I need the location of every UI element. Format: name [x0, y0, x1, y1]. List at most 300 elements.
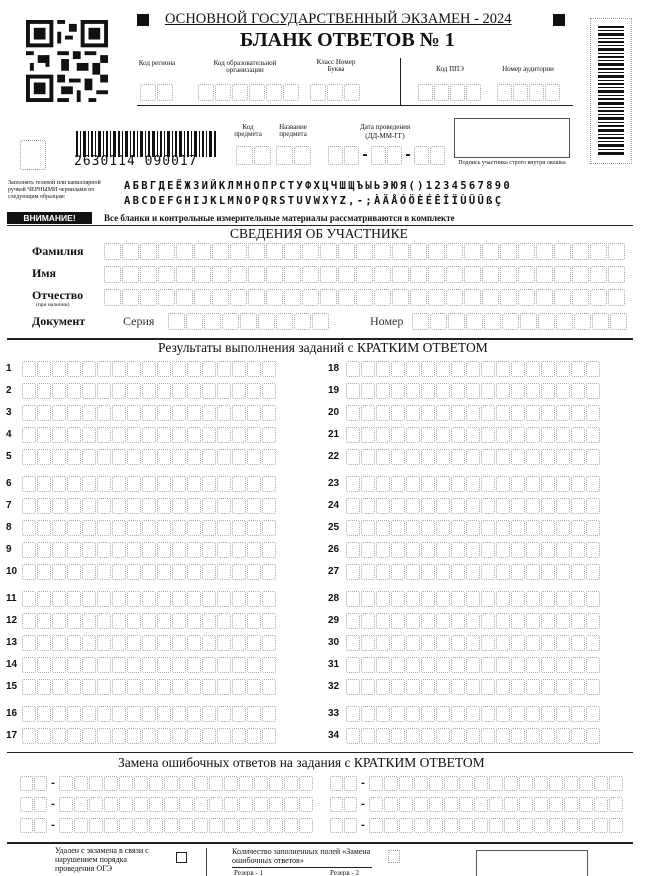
replacement-answer-cell[interactable]: [384, 818, 398, 833]
replacement-answer-cell[interactable]: [444, 818, 458, 833]
replacement-answer-cell[interactable]: [429, 797, 443, 812]
answer-cell[interactable]: [202, 706, 216, 722]
answer-cell[interactable]: [97, 728, 111, 744]
answer-cell[interactable]: [451, 476, 465, 492]
answer-cell[interactable]: [187, 405, 201, 421]
answer-cell[interactable]: [262, 427, 276, 443]
answer-cell[interactable]: [247, 706, 261, 722]
answer-cell[interactable]: [586, 564, 600, 580]
doc-number-cell[interactable]: [556, 313, 573, 330]
answer-cell[interactable]: [406, 476, 420, 492]
exam-date-cells[interactable]: [328, 146, 446, 165]
answer-cell[interactable]: [127, 405, 141, 421]
answer-cell[interactable]: [346, 427, 360, 443]
answer-cell[interactable]: [142, 520, 156, 536]
answer-cells[interactable]: [346, 591, 601, 607]
answer-cells[interactable]: [22, 679, 277, 695]
patronymic-cell[interactable]: [464, 289, 481, 306]
answer-cell[interactable]: [217, 520, 231, 536]
answer-cell[interactable]: [571, 706, 585, 722]
answer-cell[interactable]: [247, 498, 261, 514]
answer-cell[interactable]: [157, 383, 171, 399]
replacement-answer-cell[interactable]: [399, 797, 413, 812]
series-cells[interactable]: [168, 313, 330, 330]
answer-cell[interactable]: [451, 657, 465, 673]
answer-cell[interactable]: [571, 361, 585, 377]
answer-cell[interactable]: [571, 427, 585, 443]
answer-cell[interactable]: [541, 476, 555, 492]
surname-cell[interactable]: [464, 243, 481, 260]
answer-cell[interactable]: [202, 520, 216, 536]
answer-cell[interactable]: [157, 405, 171, 421]
answer-cell[interactable]: [436, 405, 450, 421]
answer-cell[interactable]: [556, 728, 570, 744]
replacement-answer-cell[interactable]: [134, 797, 148, 812]
answer-cell[interactable]: [391, 657, 405, 673]
answer-cell[interactable]: [157, 635, 171, 651]
answer-cell[interactable]: [361, 591, 375, 607]
answer-cell[interactable]: [202, 427, 216, 443]
answer-cell[interactable]: [187, 591, 201, 607]
answer-cell[interactable]: [466, 498, 480, 514]
answer-cell[interactable]: [556, 564, 570, 580]
answer-cell[interactable]: [346, 361, 360, 377]
replacement-answer-cell[interactable]: [119, 818, 133, 833]
answer-cell[interactable]: [346, 542, 360, 558]
answer-cell[interactable]: [202, 635, 216, 651]
replacement-answer-cell[interactable]: [549, 776, 563, 791]
answer-cell[interactable]: [97, 449, 111, 465]
replacement-answer-cell[interactable]: [74, 818, 88, 833]
answer-cell[interactable]: [406, 564, 420, 580]
answer-cells[interactable]: [346, 542, 601, 558]
answer-cells[interactable]: [22, 542, 277, 558]
answer-cell[interactable]: [526, 613, 540, 629]
replacement-answer-cell[interactable]: [239, 797, 253, 812]
answer-cell[interactable]: [172, 613, 186, 629]
answer-cell[interactable]: [511, 498, 525, 514]
answer-cell[interactable]: [346, 706, 360, 722]
answer-cell[interactable]: [187, 383, 201, 399]
answer-cell[interactable]: [262, 706, 276, 722]
answer-cell[interactable]: [481, 520, 495, 536]
answer-cell[interactable]: [496, 520, 510, 536]
answer-cell[interactable]: [82, 613, 96, 629]
surname-cell[interactable]: [482, 243, 499, 260]
answer-cell[interactable]: [127, 427, 141, 443]
answer-cell[interactable]: [52, 657, 66, 673]
answer-cell[interactable]: [187, 679, 201, 695]
series-cell[interactable]: [168, 313, 185, 330]
answer-cell[interactable]: [556, 476, 570, 492]
name-cell[interactable]: [482, 266, 499, 283]
answer-cell[interactable]: [451, 679, 465, 695]
answer-cell[interactable]: [127, 476, 141, 492]
replacement-answer-cell[interactable]: [254, 818, 268, 833]
answer-cell[interactable]: [52, 405, 66, 421]
name-cell[interactable]: [248, 266, 265, 283]
answer-cell[interactable]: [37, 542, 51, 558]
replacement-answer-cell[interactable]: [284, 797, 298, 812]
answer-cell[interactable]: [67, 383, 81, 399]
answer-cell[interactable]: [436, 383, 450, 399]
answer-cell[interactable]: [376, 657, 390, 673]
answer-cell[interactable]: [262, 520, 276, 536]
answer-cell[interactable]: [526, 728, 540, 744]
answer-cell[interactable]: [406, 728, 420, 744]
replacement-answer-cell[interactable]: [549, 818, 563, 833]
replacement-answer-cell[interactable]: [369, 797, 383, 812]
answer-cell[interactable]: [22, 613, 36, 629]
answer-cell[interactable]: [391, 383, 405, 399]
answer-cell[interactable]: [202, 613, 216, 629]
answer-cell[interactable]: [247, 449, 261, 465]
answer-cell[interactable]: [511, 706, 525, 722]
answer-cell[interactable]: [391, 476, 405, 492]
surname-cells[interactable]: [104, 243, 626, 260]
answer-cell[interactable]: [421, 449, 435, 465]
answer-cell[interactable]: [586, 520, 600, 536]
answer-cell[interactable]: [556, 679, 570, 695]
surname-cell[interactable]: [608, 243, 625, 260]
answer-cell[interactable]: [541, 564, 555, 580]
answer-cell[interactable]: [247, 520, 261, 536]
answer-cell[interactable]: [202, 679, 216, 695]
answer-cell[interactable]: [406, 520, 420, 536]
answer-cell[interactable]: [52, 564, 66, 580]
answer-cell[interactable]: [22, 706, 36, 722]
replacement-answer-cell[interactable]: [444, 797, 458, 812]
answer-cell[interactable]: [157, 520, 171, 536]
answer-cell[interactable]: [376, 520, 390, 536]
answer-cell[interactable]: [346, 498, 360, 514]
answer-cell[interactable]: [262, 613, 276, 629]
answer-cell[interactable]: [361, 728, 375, 744]
answer-cell[interactable]: [511, 542, 525, 558]
answer-cell[interactable]: [466, 449, 480, 465]
answer-cell[interactable]: [22, 361, 36, 377]
answer-cell[interactable]: [571, 679, 585, 695]
replacement-answer-cell[interactable]: [489, 797, 503, 812]
answer-cell[interactable]: [142, 383, 156, 399]
answer-cell[interactable]: [112, 635, 126, 651]
answer-cell[interactable]: [526, 383, 540, 399]
answer-cell[interactable]: [232, 361, 246, 377]
patronymic-cell[interactable]: [284, 289, 301, 306]
surname-cell[interactable]: [266, 243, 283, 260]
answer-cell[interactable]: [187, 706, 201, 722]
answer-cell[interactable]: [496, 498, 510, 514]
replacement-answer-cell[interactable]: [269, 797, 283, 812]
patronymic-cell[interactable]: [158, 289, 175, 306]
patronymic-cell[interactable]: [212, 289, 229, 306]
replacement-answer-cell[interactable]: [504, 818, 518, 833]
replacement-answer-cell[interactable]: [89, 776, 103, 791]
answer-cell[interactable]: [481, 427, 495, 443]
name-cell[interactable]: [284, 266, 301, 283]
answer-cell[interactable]: [142, 427, 156, 443]
replacement-cells[interactable]: [330, 818, 624, 833]
answer-cell[interactable]: [361, 476, 375, 492]
answer-cell[interactable]: [52, 613, 66, 629]
class-cells[interactable]: [310, 84, 361, 101]
answer-cell[interactable]: [262, 361, 276, 377]
answer-cell[interactable]: [67, 728, 81, 744]
answer-cell[interactable]: [172, 383, 186, 399]
answer-cell[interactable]: [262, 564, 276, 580]
answer-cell[interactable]: [97, 361, 111, 377]
answer-cell[interactable]: [376, 706, 390, 722]
replacement-answer-cell[interactable]: [579, 797, 593, 812]
replacement-answer-cell[interactable]: [579, 776, 593, 791]
answer-cell[interactable]: [511, 613, 525, 629]
answer-cell[interactable]: [421, 520, 435, 536]
answer-cell[interactable]: [586, 405, 600, 421]
answer-cells[interactable]: [346, 706, 601, 722]
answer-cell[interactable]: [97, 657, 111, 673]
name-cell[interactable]: [428, 266, 445, 283]
code-ppe-cells[interactable]: [418, 84, 482, 101]
answer-cell[interactable]: [142, 706, 156, 722]
answer-cell[interactable]: [97, 564, 111, 580]
answer-cell[interactable]: [52, 498, 66, 514]
answer-cells[interactable]: [346, 383, 601, 399]
answer-cell[interactable]: [376, 361, 390, 377]
answer-cell[interactable]: [142, 476, 156, 492]
answer-cell[interactable]: [247, 564, 261, 580]
answer-cell[interactable]: [37, 498, 51, 514]
answer-cell[interactable]: [496, 564, 510, 580]
answer-cell[interactable]: [436, 591, 450, 607]
answer-cell[interactable]: [571, 449, 585, 465]
surname-cell[interactable]: [518, 243, 535, 260]
answer-cell[interactable]: [202, 728, 216, 744]
answer-cell[interactable]: [37, 591, 51, 607]
signature-box[interactable]: [454, 118, 570, 158]
series-cell[interactable]: [204, 313, 221, 330]
patronymic-cell[interactable]: [248, 289, 265, 306]
answer-cell[interactable]: [556, 520, 570, 536]
patronymic-cell[interactable]: [518, 289, 535, 306]
replacement-answer-cell[interactable]: [384, 797, 398, 812]
answer-cell[interactable]: [247, 728, 261, 744]
replacement-answer-cell[interactable]: [609, 818, 623, 833]
answer-cell[interactable]: [97, 427, 111, 443]
answer-cell[interactable]: [571, 383, 585, 399]
patronymic-cell[interactable]: [356, 289, 373, 306]
answer-cell[interactable]: [157, 564, 171, 580]
answer-cell[interactable]: [22, 542, 36, 558]
patronymic-cell[interactable]: [194, 289, 211, 306]
patronymic-cell[interactable]: [500, 289, 517, 306]
answer-cell[interactable]: [172, 542, 186, 558]
answer-cell[interactable]: [127, 564, 141, 580]
answer-cell[interactable]: [97, 520, 111, 536]
answer-cell[interactable]: [22, 383, 36, 399]
replacement-answer-cell[interactable]: [134, 818, 148, 833]
answer-cell[interactable]: [262, 728, 276, 744]
replacement-answer-cell[interactable]: [474, 776, 488, 791]
subject-code-cells[interactable]: [236, 146, 272, 165]
patronymic-cell[interactable]: [428, 289, 445, 306]
answer-cell[interactable]: [262, 383, 276, 399]
answer-cell[interactable]: [421, 635, 435, 651]
replacement-task-cell[interactable]: [330, 776, 343, 791]
answer-cell[interactable]: [112, 405, 126, 421]
answer-cell[interactable]: [142, 564, 156, 580]
replacement-answer-cell[interactable]: [534, 776, 548, 791]
answer-cell[interactable]: [496, 449, 510, 465]
replacement-answer-cell[interactable]: [269, 776, 283, 791]
answer-cell[interactable]: [142, 361, 156, 377]
answer-cell[interactable]: [391, 498, 405, 514]
answer-cell[interactable]: [406, 383, 420, 399]
answer-cell[interactable]: [421, 476, 435, 492]
answer-cell[interactable]: [406, 449, 420, 465]
code-region-cells[interactable]: [140, 84, 174, 101]
answer-cells[interactable]: [346, 613, 601, 629]
answer-cell[interactable]: [247, 361, 261, 377]
answer-cell[interactable]: [202, 564, 216, 580]
stamp-box[interactable]: [476, 850, 588, 876]
answer-cells[interactable]: [346, 564, 601, 580]
answer-cell[interactable]: [22, 564, 36, 580]
answer-cell[interactable]: [541, 613, 555, 629]
answer-cell[interactable]: [172, 706, 186, 722]
answer-cell[interactable]: [556, 591, 570, 607]
answer-cell[interactable]: [112, 427, 126, 443]
answer-cell[interactable]: [421, 679, 435, 695]
answer-cell[interactable]: [127, 449, 141, 465]
answer-cells[interactable]: [346, 449, 601, 465]
answer-cell[interactable]: [52, 706, 66, 722]
answer-cell[interactable]: [217, 498, 231, 514]
answer-cell[interactable]: [22, 427, 36, 443]
answer-cell[interactable]: [142, 405, 156, 421]
answer-cell[interactable]: [511, 564, 525, 580]
answer-cell[interactable]: [97, 405, 111, 421]
answer-cell[interactable]: [142, 591, 156, 607]
answer-cell[interactable]: [406, 706, 420, 722]
answer-cell[interactable]: [232, 591, 246, 607]
patronymic-cell[interactable]: [320, 289, 337, 306]
replacement-task-cell[interactable]: [344, 818, 357, 833]
answer-cell[interactable]: [82, 498, 96, 514]
answer-cell[interactable]: [157, 449, 171, 465]
answer-cell[interactable]: [127, 635, 141, 651]
surname-cell[interactable]: [374, 243, 391, 260]
answer-cell[interactable]: [112, 498, 126, 514]
answer-cell[interactable]: [571, 613, 585, 629]
answer-cell[interactable]: [541, 383, 555, 399]
answer-cell[interactable]: [97, 498, 111, 514]
patronymic-cell[interactable]: [536, 289, 553, 306]
answer-cell[interactable]: [217, 728, 231, 744]
answer-cells[interactable]: [346, 476, 601, 492]
answer-cell[interactable]: [82, 657, 96, 673]
answer-cell[interactable]: [406, 405, 420, 421]
answer-cell[interactable]: [67, 361, 81, 377]
replacement-answer-cell[interactable]: [519, 776, 533, 791]
answer-cell[interactable]: [202, 476, 216, 492]
answer-cells[interactable]: [22, 498, 277, 514]
replacement-task-cell[interactable]: [330, 818, 343, 833]
answer-cell[interactable]: [556, 449, 570, 465]
answer-cell[interactable]: [127, 383, 141, 399]
replacement-answer-cell[interactable]: [224, 797, 238, 812]
replacement-task-cell[interactable]: [20, 818, 33, 833]
answer-cell[interactable]: [556, 383, 570, 399]
answer-cell[interactable]: [421, 728, 435, 744]
answer-cell[interactable]: [466, 635, 480, 651]
replacement-answer-cell[interactable]: [89, 818, 103, 833]
answer-cell[interactable]: [22, 728, 36, 744]
answer-cell[interactable]: [481, 591, 495, 607]
patronymic-cell[interactable]: [374, 289, 391, 306]
answer-cell[interactable]: [391, 591, 405, 607]
answer-cell[interactable]: [466, 361, 480, 377]
answer-cell[interactable]: [541, 542, 555, 558]
name-cell[interactable]: [410, 266, 427, 283]
answer-cell[interactable]: [421, 542, 435, 558]
answer-cell[interactable]: [571, 591, 585, 607]
replacement-answer-cell[interactable]: [74, 797, 88, 812]
patronymic-cell[interactable]: [554, 289, 571, 306]
answer-cell[interactable]: [511, 383, 525, 399]
replacement-answer-cell[interactable]: [534, 818, 548, 833]
answer-cell[interactable]: [406, 657, 420, 673]
surname-cell[interactable]: [230, 243, 247, 260]
answer-cell[interactable]: [466, 679, 480, 695]
replacement-answer-cell[interactable]: [194, 776, 208, 791]
answer-cell[interactable]: [202, 449, 216, 465]
answer-cells[interactable]: [346, 635, 601, 651]
answer-cell[interactable]: [436, 728, 450, 744]
replacement-answer-cell[interactable]: [444, 776, 458, 791]
answer-cell[interactable]: [526, 361, 540, 377]
answer-cell[interactable]: [247, 542, 261, 558]
answer-cell[interactable]: [511, 728, 525, 744]
answer-cell[interactable]: [247, 591, 261, 607]
surname-cell[interactable]: [284, 243, 301, 260]
answer-cell[interactable]: [391, 613, 405, 629]
answer-cell[interactable]: [187, 657, 201, 673]
answer-cell[interactable]: [52, 542, 66, 558]
answer-cell[interactable]: [172, 657, 186, 673]
answer-cell[interactable]: [571, 542, 585, 558]
answer-cell[interactable]: [52, 635, 66, 651]
answer-cell[interactable]: [571, 405, 585, 421]
replacement-answer-cell[interactable]: [74, 776, 88, 791]
replacement-task-cell[interactable]: [344, 797, 357, 812]
replacement-answer-cell[interactable]: [209, 797, 223, 812]
answer-cell[interactable]: [52, 383, 66, 399]
answer-cell[interactable]: [436, 613, 450, 629]
answer-cell[interactable]: [451, 498, 465, 514]
patronymic-cell[interactable]: [590, 289, 607, 306]
replacement-answer-cell[interactable]: [594, 818, 608, 833]
answer-cell[interactable]: [571, 498, 585, 514]
answer-cell[interactable]: [157, 613, 171, 629]
doc-number-cell[interactable]: [574, 313, 591, 330]
replacement-answer-cell[interactable]: [254, 797, 268, 812]
patronymic-cell[interactable]: [392, 289, 409, 306]
replacement-answer-cell[interactable]: [564, 776, 578, 791]
replacement-answer-cell[interactable]: [164, 818, 178, 833]
answer-cell[interactable]: [511, 679, 525, 695]
answer-cell[interactable]: [391, 679, 405, 695]
answer-cell[interactable]: [232, 449, 246, 465]
